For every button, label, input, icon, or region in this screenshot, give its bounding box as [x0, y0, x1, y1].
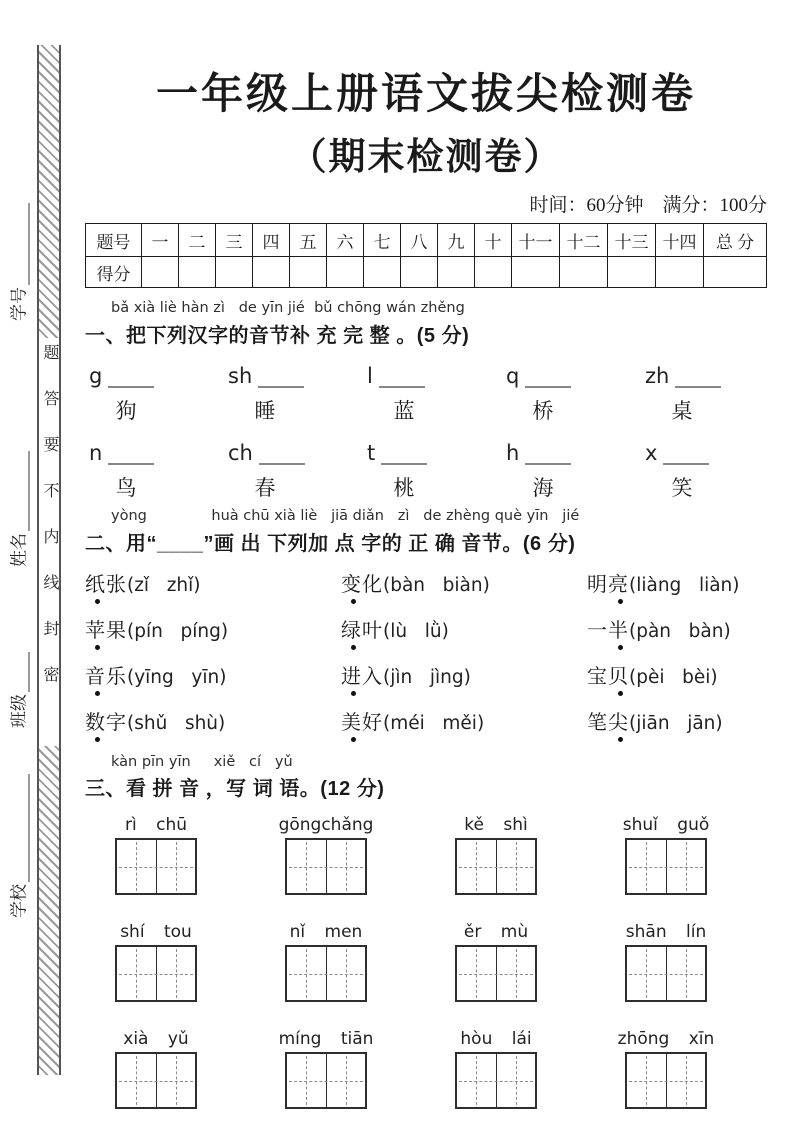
syllable-item	[89, 441, 181, 502]
syllable-item	[506, 364, 598, 425]
box-midline	[119, 974, 193, 975]
writing-pinyin: shuǐ guǒ	[622, 815, 710, 836]
writing-item	[261, 922, 391, 1002]
syllable-item	[645, 364, 737, 425]
writing-item	[601, 922, 731, 1002]
syllable-initial: zh	[645, 363, 670, 388]
writing-item	[91, 815, 221, 895]
section-2	[85, 508, 767, 752]
field-underline	[25, 652, 30, 692]
score-header-cell: 七	[364, 224, 401, 257]
score-header-cell: 二	[179, 224, 216, 257]
seal-hatch-top	[39, 45, 59, 338]
word-chars: 一半	[587, 614, 629, 643]
syllable-char: 海	[532, 476, 554, 500]
pinyin-options: (jiān jān)	[629, 712, 723, 734]
dotted-word-item	[341, 660, 587, 689]
pinyin-options: (pàn bàn)	[629, 620, 731, 642]
score-cell	[327, 257, 364, 288]
score-header-cell: 九	[438, 224, 475, 257]
syllable-initial: q	[506, 363, 520, 388]
section-2-pinyin: yòng huà chū xià liè jiā diǎn zì de zhèng què yīn jié	[111, 507, 580, 524]
seal-field-class	[5, 652, 30, 728]
seal-field-student-id	[5, 203, 30, 321]
seal-field-school	[5, 774, 30, 918]
box-midline	[289, 867, 363, 868]
field-underline	[25, 451, 30, 531]
pinyin-options: (pèi bèi)	[629, 666, 718, 688]
writing-box	[115, 945, 197, 1002]
writing-box	[455, 838, 537, 895]
syllable-char: 蓝	[393, 399, 415, 423]
writing-pinyin: gōngchǎng	[278, 815, 374, 836]
syllable-char: 春	[254, 476, 276, 500]
syllable-item	[89, 364, 181, 425]
section-1-heading: 一、把下列汉字的音节补 充 完 整 。(5 分)	[85, 324, 470, 347]
writing-item	[91, 1029, 221, 1109]
syllable-initial: x	[645, 440, 658, 465]
score-cell	[560, 257, 608, 288]
score-cell	[364, 257, 401, 288]
syllable-initial: t	[367, 440, 376, 465]
dotted-word-item	[341, 614, 587, 643]
writing-pinyin: míng tiān	[278, 1029, 374, 1050]
score-cell	[475, 257, 512, 288]
score-header-cell: 四	[253, 224, 290, 257]
score-cell	[142, 257, 179, 288]
seal-field-label: 学号	[9, 287, 29, 321]
dotted-word-item	[85, 660, 341, 689]
writing-pinyin: nǐ men	[289, 922, 363, 943]
writing-box	[625, 945, 707, 1002]
syllable-initial: sh	[228, 363, 253, 388]
word-chars: 明亮	[587, 568, 629, 597]
writing-box	[115, 1052, 197, 1109]
section-1-pinyin: bǎ xià liè hàn zì de yīn jié bǔ chōng wán zhěng	[111, 300, 465, 317]
dotted-word-item	[587, 614, 767, 643]
writing-item	[91, 922, 221, 1002]
seal-line-text: 题答要不内线封密	[41, 344, 58, 712]
syllable-blank	[259, 458, 305, 465]
writing-box	[115, 838, 197, 895]
syllable-char: 笑	[671, 476, 693, 500]
box-midline	[459, 1081, 533, 1082]
writing-item	[601, 1029, 731, 1109]
page-subtitle: （期末检测卷）	[289, 137, 563, 179]
score-header-cell: 一	[142, 224, 179, 257]
writing-pinyin: shí tou	[120, 922, 192, 943]
dotted-word-item	[587, 706, 767, 735]
score-cell	[438, 257, 475, 288]
pinyin-options: (shǔ shù)	[127, 712, 226, 734]
syllable-blank	[675, 381, 721, 388]
writing-pinyin: zhōng xīn	[617, 1029, 715, 1050]
page-title: 一年级上册语文拔尖检测卷	[155, 72, 696, 118]
writing-item	[431, 922, 561, 1002]
syllable-initial: l	[367, 363, 373, 388]
syllable-item	[228, 364, 320, 425]
writing-item	[431, 1029, 561, 1109]
writing-item	[601, 815, 731, 895]
score-header-cell: 五	[290, 224, 327, 257]
score-cell	[656, 257, 704, 288]
syllable-item	[506, 441, 598, 502]
pinyin-options: (bàn biàn)	[383, 574, 490, 596]
word-chars: 数字	[85, 706, 127, 735]
writing-item	[261, 1029, 391, 1109]
writing-pinyin: hòu lái	[460, 1029, 532, 1050]
word-chars: 纸张	[85, 568, 127, 597]
writing-box	[455, 1052, 537, 1109]
seal-hatch-bottom	[39, 746, 59, 1075]
score-header-row	[86, 224, 767, 257]
field-underline	[25, 203, 30, 285]
syllable-initial: ch	[228, 440, 253, 465]
syllable-blank	[379, 381, 425, 388]
syllable-char: 睡	[254, 399, 276, 423]
score-cell	[512, 257, 560, 288]
score-header-cell: 十	[475, 224, 512, 257]
pinyin-options: (liàng liàn)	[629, 574, 740, 596]
writing-grid	[91, 815, 767, 1109]
syllable-char: 桌	[671, 399, 693, 423]
score-table	[85, 223, 767, 288]
box-midline	[459, 974, 533, 975]
word-chars: 变化	[341, 568, 383, 597]
score-header-cell: 题号	[86, 224, 142, 257]
box-midline	[289, 1081, 363, 1082]
pinyin-options: (zǐ zhǐ)	[127, 574, 201, 596]
score-value-row	[86, 257, 767, 288]
syllable-char: 鸟	[115, 476, 137, 500]
writing-pinyin: shān lín	[625, 922, 707, 943]
score-cell	[179, 257, 216, 288]
writing-box	[455, 945, 537, 1002]
score-header-cell: 十四	[656, 224, 704, 257]
syllable-blank	[258, 381, 304, 388]
syllable-char: 桥	[532, 399, 554, 423]
seal-field-name	[5, 451, 30, 567]
box-midline	[459, 867, 533, 868]
dotted-word-item	[85, 706, 341, 735]
syllable-blank	[525, 381, 571, 388]
section-3-heading: 三、看 拼 音 ，写 词 语。(12 分)	[85, 778, 385, 801]
pinyin-options: (yīng yīn)	[127, 666, 227, 688]
dotted-word-item	[587, 568, 767, 597]
score-header-cell: 十三	[608, 224, 656, 257]
syllable-blank	[108, 381, 154, 388]
score-header-cell: 十一	[512, 224, 560, 257]
word-chars: 绿叶	[341, 614, 383, 643]
dotted-word-item	[341, 706, 587, 735]
box-midline	[629, 974, 703, 975]
syllable-initial: n	[89, 440, 103, 465]
syllable-item	[228, 441, 320, 502]
box-midline	[119, 1081, 193, 1082]
score-header-cell: 三	[216, 224, 253, 257]
score-header-cell: 六	[327, 224, 364, 257]
word-chars: 苹果	[85, 614, 127, 643]
seal-field-label: 班级	[9, 694, 29, 728]
seal-field-label: 姓名	[9, 533, 29, 567]
syllable-blank	[663, 458, 709, 465]
syllable-blank	[381, 458, 427, 465]
syllable-char: 狗	[115, 399, 137, 423]
writing-box	[285, 1052, 367, 1109]
word-chars: 美好	[341, 706, 383, 735]
syllable-blank	[108, 458, 154, 465]
writing-item	[431, 815, 561, 895]
box-midline	[629, 1081, 703, 1082]
paper-body	[85, 0, 767, 1109]
score-cell	[401, 257, 438, 288]
writing-box	[625, 1052, 707, 1109]
section-3-pinyin: kàn pīn yīn xiě cí yǔ	[111, 753, 293, 770]
dotted-word-item	[341, 568, 587, 597]
seal-field-label: 学校	[9, 884, 29, 918]
syllable-row-2	[89, 441, 737, 502]
syllable-item	[645, 441, 737, 502]
box-midline	[119, 867, 193, 868]
dotted-word-item	[587, 660, 767, 689]
pinyin-options: (pín píng)	[127, 620, 229, 642]
writing-pinyin: rì chū	[124, 815, 187, 836]
writing-box	[285, 838, 367, 895]
section-1	[85, 300, 767, 502]
writing-pinyin: xià yǔ	[123, 1029, 189, 1050]
score-row-label: 得分	[86, 257, 142, 288]
dotted-word-item	[85, 568, 341, 597]
score-header-cell: 八	[401, 224, 438, 257]
syllable-item	[367, 364, 459, 425]
score-cell	[253, 257, 290, 288]
pinyin-options: (méi měi)	[383, 712, 485, 734]
score-cell	[608, 257, 656, 288]
score-cell	[704, 257, 767, 288]
syllable-item	[367, 441, 459, 502]
writing-box	[625, 838, 707, 895]
word-chars: 进入	[341, 660, 383, 689]
word-chars: 笔尖	[587, 706, 629, 735]
syllable-initial: g	[89, 363, 103, 388]
word-chars: 宝贝	[587, 660, 629, 689]
exam-info: 时间：60分钟 满分：100分	[529, 195, 767, 217]
writing-pinyin: ěr mù	[463, 922, 529, 943]
word-chars: 音乐	[85, 660, 127, 689]
writing-item	[261, 815, 391, 895]
score-cell	[216, 257, 253, 288]
score-header-cell: 总 分	[704, 224, 767, 257]
section-2-heading: 二、用“____”画 出 下列加 点 字的 正 确 音节。(6 分)	[85, 532, 576, 555]
box-midline	[289, 974, 363, 975]
syllable-blank	[525, 458, 571, 465]
score-cell	[290, 257, 327, 288]
writing-box	[285, 945, 367, 1002]
box-midline	[629, 867, 703, 868]
syllable-row-1	[89, 364, 737, 425]
section-3	[85, 754, 767, 1110]
dotted-word-grid	[85, 568, 767, 752]
pinyin-options: (jìn jìng)	[383, 666, 471, 688]
syllable-initial: h	[506, 440, 520, 465]
field-underline	[25, 774, 30, 882]
seal-line-strip	[37, 45, 61, 1075]
score-header-cell: 十二	[560, 224, 608, 257]
writing-pinyin: kě shì	[464, 815, 528, 836]
dotted-word-item	[85, 614, 341, 643]
syllable-char: 桃	[393, 476, 415, 500]
pinyin-options: (lù lǜ)	[383, 620, 449, 642]
